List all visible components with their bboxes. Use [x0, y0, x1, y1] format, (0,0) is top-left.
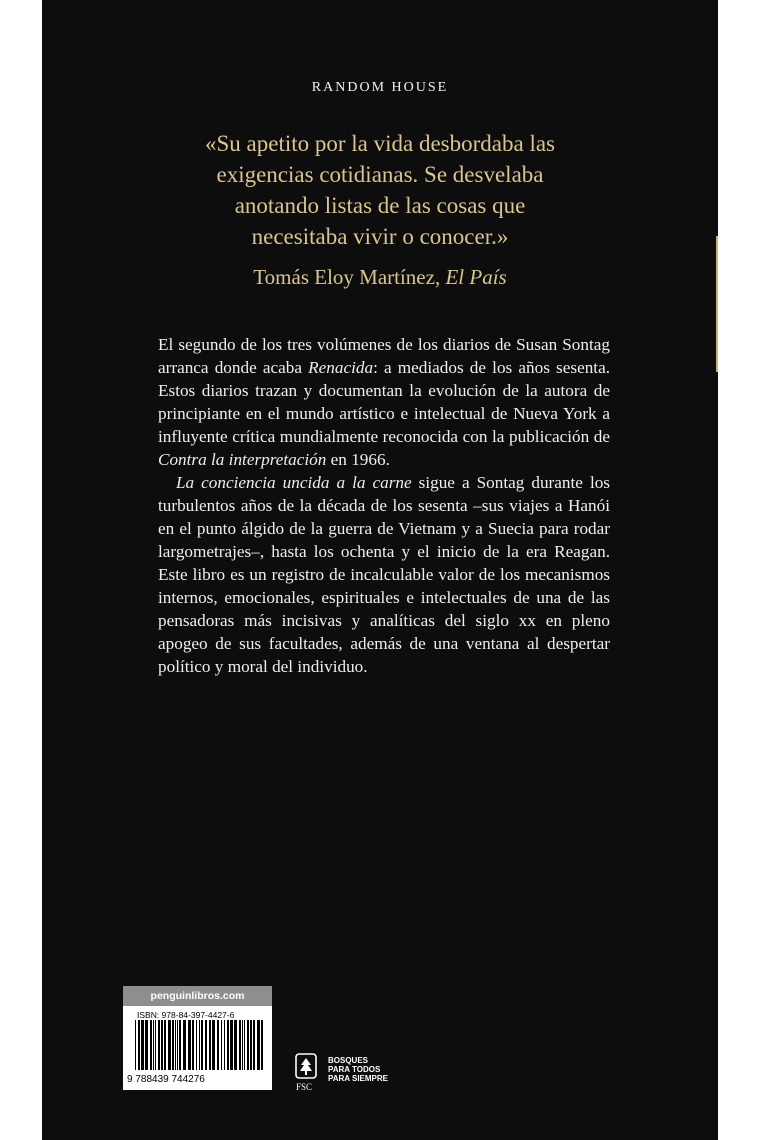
barcode-bar — [234, 1020, 237, 1070]
quote-line: exigencias cotidianas. Se desvelaba — [216, 162, 544, 187]
barcode-bar — [161, 1020, 163, 1070]
synopsis-text: en 1966. — [326, 450, 390, 469]
barcode-bar — [230, 1020, 233, 1070]
barcode-bar — [247, 1020, 249, 1070]
barcode-bar — [244, 1020, 245, 1070]
barcode-bar — [183, 1020, 186, 1070]
fsc-tree-icon — [294, 1048, 324, 1082]
synopsis-paragraph-2 — [158, 471, 610, 678]
synopsis-text: sigue a Sontag durante los turbulentos años de la década de los sesenta –sus viajes a Hanói en el punto álgido de la guerra de Vietnam y a Suecia para rodar largometrajes–, hasta los ochenta y el inicio de la era Reagan. Este libro es un registro de incalculable valor de los mecanismos internos, emocionales, espirituales e intelectuales de una de las pensadoras más incisivas y analíticas del siglo xx en pleno apogeo de sus facultades, además de una ventana al despertar político y moral del individuo. — [158, 473, 610, 676]
synopsis-text: El segundo de los tres volúmenes de los diarios de Susan Sontag arranca donde acaba — [158, 335, 610, 377]
barcode — [123, 1020, 272, 1090]
barcode-bar — [145, 1020, 148, 1070]
barcode-bar — [253, 1020, 255, 1070]
barcode-bar — [242, 1020, 243, 1070]
barcode-bar — [209, 1020, 211, 1070]
spine-mark — [716, 236, 718, 372]
barcode-bar — [217, 1020, 219, 1070]
isbn-label: ISBN: 978-84-397-4427-6 — [137, 1010, 235, 1020]
barcode-bar — [175, 1020, 176, 1070]
back-cover — [42, 0, 718, 1140]
quote-line: anotando listas de las cosas que — [234, 193, 526, 218]
barcode-bar — [205, 1020, 207, 1070]
barcode-bar — [227, 1020, 229, 1070]
barcode-bar — [261, 1020, 263, 1070]
book-title: Renacida — [308, 358, 374, 377]
barcode-bar — [168, 1020, 171, 1070]
barcode-bar — [239, 1020, 241, 1070]
fsc-slogan-line: PARA SIEMPRE — [328, 1074, 389, 1083]
publisher-name: RANDOM HOUSE — [311, 80, 449, 95]
barcode-bar — [135, 1020, 136, 1070]
fsc-label: FSC — [296, 1082, 313, 1092]
barcode-bar — [177, 1020, 178, 1070]
barcode-bar — [224, 1020, 225, 1070]
barcode-digits: 9 788439 744276 — [127, 1074, 205, 1085]
quote-attribution — [42, 262, 718, 292]
quote-line: «Su apetito por la vida desbordaba las — [204, 131, 556, 156]
barcode-bar — [192, 1020, 194, 1070]
publisher-url: penguinlibros.com — [123, 986, 272, 1006]
synopsis-text: : a mediados de los años sesenta. Estos diarios trazan y documentan la evolución de la autora de principiante en el mundo artístico e intelectual de Nueva York a influyente crítica mundialmente reconocida con la publicación de — [158, 358, 610, 446]
barcode-bar — [257, 1020, 260, 1070]
barcode-bar — [141, 1020, 144, 1070]
barcode-bar — [179, 1020, 181, 1070]
barcode-bar — [158, 1020, 160, 1070]
barcode-bar — [172, 1020, 174, 1070]
barcode-bar — [138, 1020, 140, 1070]
barcode-bar — [250, 1020, 252, 1070]
fsc-slogan-line: BOSQUES — [328, 1056, 369, 1065]
book-title: La conciencia uncida a la carne — [176, 473, 412, 492]
barcode-bar — [164, 1020, 166, 1070]
synopsis-paragraph-1 — [158, 333, 610, 471]
barcode-bar — [201, 1020, 203, 1070]
barcode-bar — [188, 1020, 191, 1070]
barcode-bar — [155, 1020, 156, 1070]
barcode-panel — [123, 986, 272, 1090]
fsc-logo — [294, 1048, 414, 1094]
quote-line: necesitaba vivir o conocer.» — [251, 224, 509, 249]
fsc-slogan-line: PARA TODOS — [328, 1065, 381, 1074]
quote-author: Tomás Eloy Martínez, — [253, 265, 446, 289]
book-title: Contra la interpretación — [158, 450, 327, 469]
quote-source: El País — [445, 265, 507, 289]
barcode-bar — [212, 1020, 215, 1070]
pull-quote — [142, 128, 618, 252]
barcode-bar — [221, 1020, 222, 1070]
barcode-bar — [150, 1020, 152, 1070]
barcode-bar — [196, 1020, 197, 1070]
synopsis — [158, 333, 610, 678]
barcode-bar — [199, 1020, 200, 1070]
fsc-slogan — [328, 1056, 388, 1083]
barcode-bar — [153, 1020, 154, 1070]
